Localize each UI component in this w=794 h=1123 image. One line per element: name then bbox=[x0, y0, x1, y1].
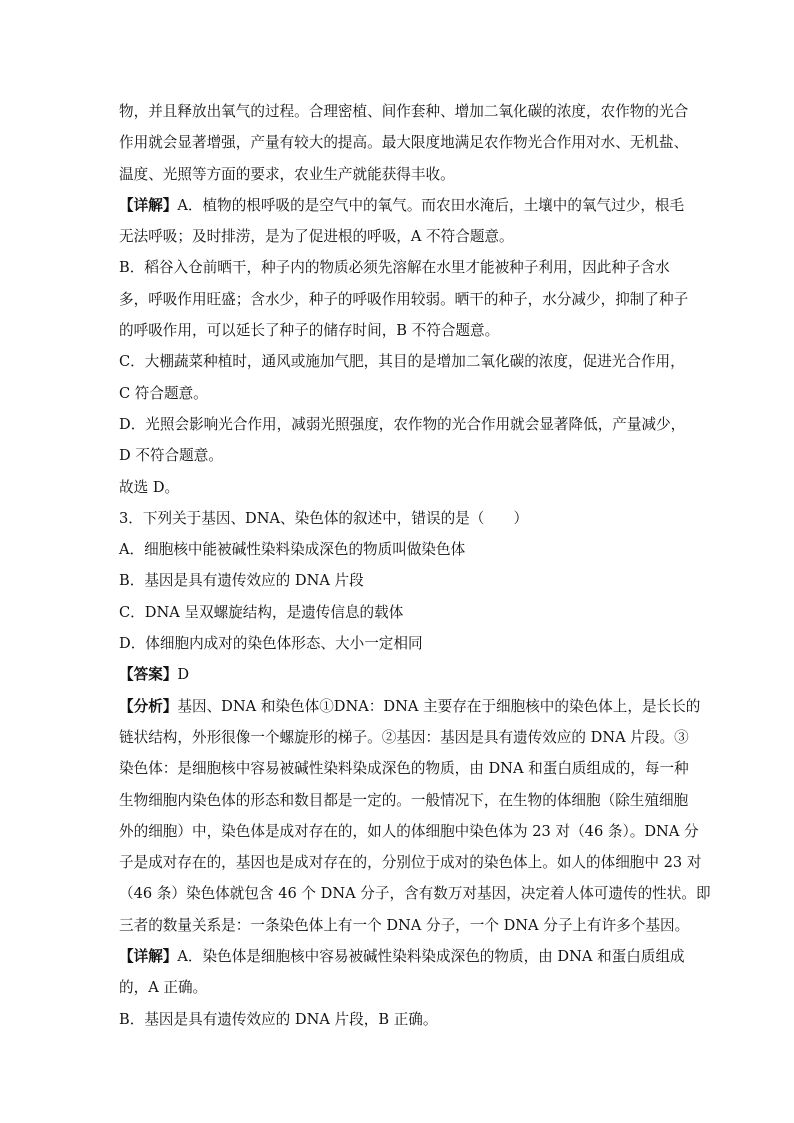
text-line bbox=[119, 597, 679, 628]
line-text: A．植物的根呼吸的是空气中的氧气。而农田水淹后，土壤中的氧气过少，根毛 bbox=[177, 196, 685, 214]
line-text: 温度、光照等方面的要求，农业生产就能获得丰收。 bbox=[119, 165, 455, 183]
line-text: B．基因是具有遗传效应的 DNA 片段 bbox=[119, 572, 364, 590]
text-line bbox=[119, 96, 689, 127]
line-text: A．染色体是细胞核中容易被碱性染料染成深色的物质，由 DNA 和蛋白质组成 bbox=[177, 948, 685, 966]
line-text: D 不符合题意。 bbox=[119, 447, 223, 465]
line-text: （46 条）染色体就包含 46 个 DNA 分子，含有数万对基因，决定着人体可遗传的性状。即 bbox=[119, 885, 711, 903]
text-line bbox=[119, 878, 711, 909]
line-text: D bbox=[177, 666, 190, 684]
line-text: 生物细胞内染色体的形态和数目都是一定的。一般情况下，在生物的体细胞（除生殖细胞 bbox=[119, 791, 689, 809]
line-text: 的，A 正确。 bbox=[119, 979, 208, 997]
text-line bbox=[119, 472, 679, 503]
text-line bbox=[119, 534, 679, 565]
line-text: 多，呼吸作用旺盛；含水少，种子的呼吸作用较弱。晒干的种子，水分减少，抑制了种子 bbox=[119, 290, 689, 308]
text-line bbox=[119, 910, 690, 941]
line-text: 无法呼吸；及时排涝，是为了促进根的呼吸，A 不符合题意。 bbox=[119, 228, 514, 246]
text-line bbox=[119, 785, 689, 816]
text-line bbox=[119, 252, 679, 283]
line-text: 外的细胞）中，染色体是成对存在的，如人的体细胞中染色体为 23 对（46 条）。DNA 分 bbox=[119, 822, 699, 840]
text-line bbox=[119, 284, 689, 315]
text-line bbox=[119, 972, 679, 1003]
text-line bbox=[119, 127, 689, 158]
text-line bbox=[119, 847, 702, 878]
line-text: 的呼吸作用，可以延长了种子的储存时间，B 不符合题意。 bbox=[119, 322, 500, 340]
text-line bbox=[119, 346, 685, 377]
line-text: B．基因是具有遗传效应的 DNA 片段，B 正确。 bbox=[119, 1010, 438, 1028]
line-text: A．细胞核中能被碱性染料染成深色的物质叫做染色体 bbox=[119, 541, 466, 559]
line-text: C 符合题意。 bbox=[119, 384, 208, 402]
line-text: 物，并且释放出氧气的过程。合理密植、间作套种、增加二氧化碳的浓度，农作物的光合 bbox=[119, 103, 689, 120]
section-tag: 【详解】 bbox=[119, 948, 178, 966]
text-line bbox=[119, 659, 679, 690]
text-line bbox=[119, 565, 679, 596]
text-line bbox=[119, 190, 685, 221]
text-line bbox=[119, 722, 689, 753]
text-line bbox=[119, 503, 679, 534]
line-text: 基因、DNA 和染色体①DNA：DNA 主要存在于细胞核中的染色体上，是长长的 bbox=[177, 697, 701, 715]
line-text: D．光照会影响光合作用，减弱光照强度，农作物的光合作用就会显著降低，产量减少， bbox=[119, 415, 686, 433]
text-line bbox=[119, 691, 701, 722]
text-line bbox=[119, 159, 679, 190]
text-line bbox=[119, 816, 699, 847]
text-line bbox=[119, 315, 679, 346]
line-text: 三者的数量关系是：一条染色体上有一个 DNA 分子，一个 DNA 分子上有许多个基因。 bbox=[119, 916, 690, 934]
section-tag: 【答案】 bbox=[119, 666, 178, 684]
line-text: C．大棚蔬菜种植时，通风或施加气肥，其目的是增加二氧化碳的浓度，促进光合作用， bbox=[119, 353, 685, 371]
line-text: 链状结构，外形很像一个螺旋形的梯子。②基因：基因是具有遗传效应的 DNA 片段。③ bbox=[119, 728, 689, 746]
text-line bbox=[119, 1004, 679, 1035]
text-line bbox=[119, 440, 679, 471]
text-line bbox=[119, 378, 679, 409]
line-text: 子是成对存在的，基因也是成对存在的，分别位于成对的染色体上。如人的体细胞中 23 对 bbox=[119, 854, 702, 872]
text-line bbox=[119, 221, 679, 252]
line-text: B．稻谷入仓前晒干，种子内的物质必须先溶解在水里才能被种子利用，因此种子含水 bbox=[119, 259, 670, 277]
line-text: 3．下列关于基因、DNA、染色体的叙述中，错误的是（ ） bbox=[119, 509, 529, 527]
line-text: 故选 D。 bbox=[119, 478, 180, 496]
line-text: 染色体：是细胞核中容易被碱性染料染成深色的物质，由 DNA 和蛋白质组成的，每一种 bbox=[119, 760, 689, 778]
text-line bbox=[119, 941, 685, 972]
text-line bbox=[119, 753, 689, 784]
document-body bbox=[119, 96, 711, 1035]
section-tag: 【详解】 bbox=[119, 196, 178, 214]
section-tag: 【分析】 bbox=[119, 697, 178, 715]
line-text: 作用就会显著增强，产量有较大的提高。最大限度地满足农作物光合作用对水、无机盐、 bbox=[119, 134, 689, 152]
text-line bbox=[119, 409, 686, 440]
line-text: C．DNA 呈双螺旋结构，是遗传信息的载体 bbox=[119, 603, 404, 621]
text-line bbox=[119, 628, 679, 659]
line-text: D．体细胞内成对的染色体形态、大小一定相同 bbox=[119, 635, 423, 653]
